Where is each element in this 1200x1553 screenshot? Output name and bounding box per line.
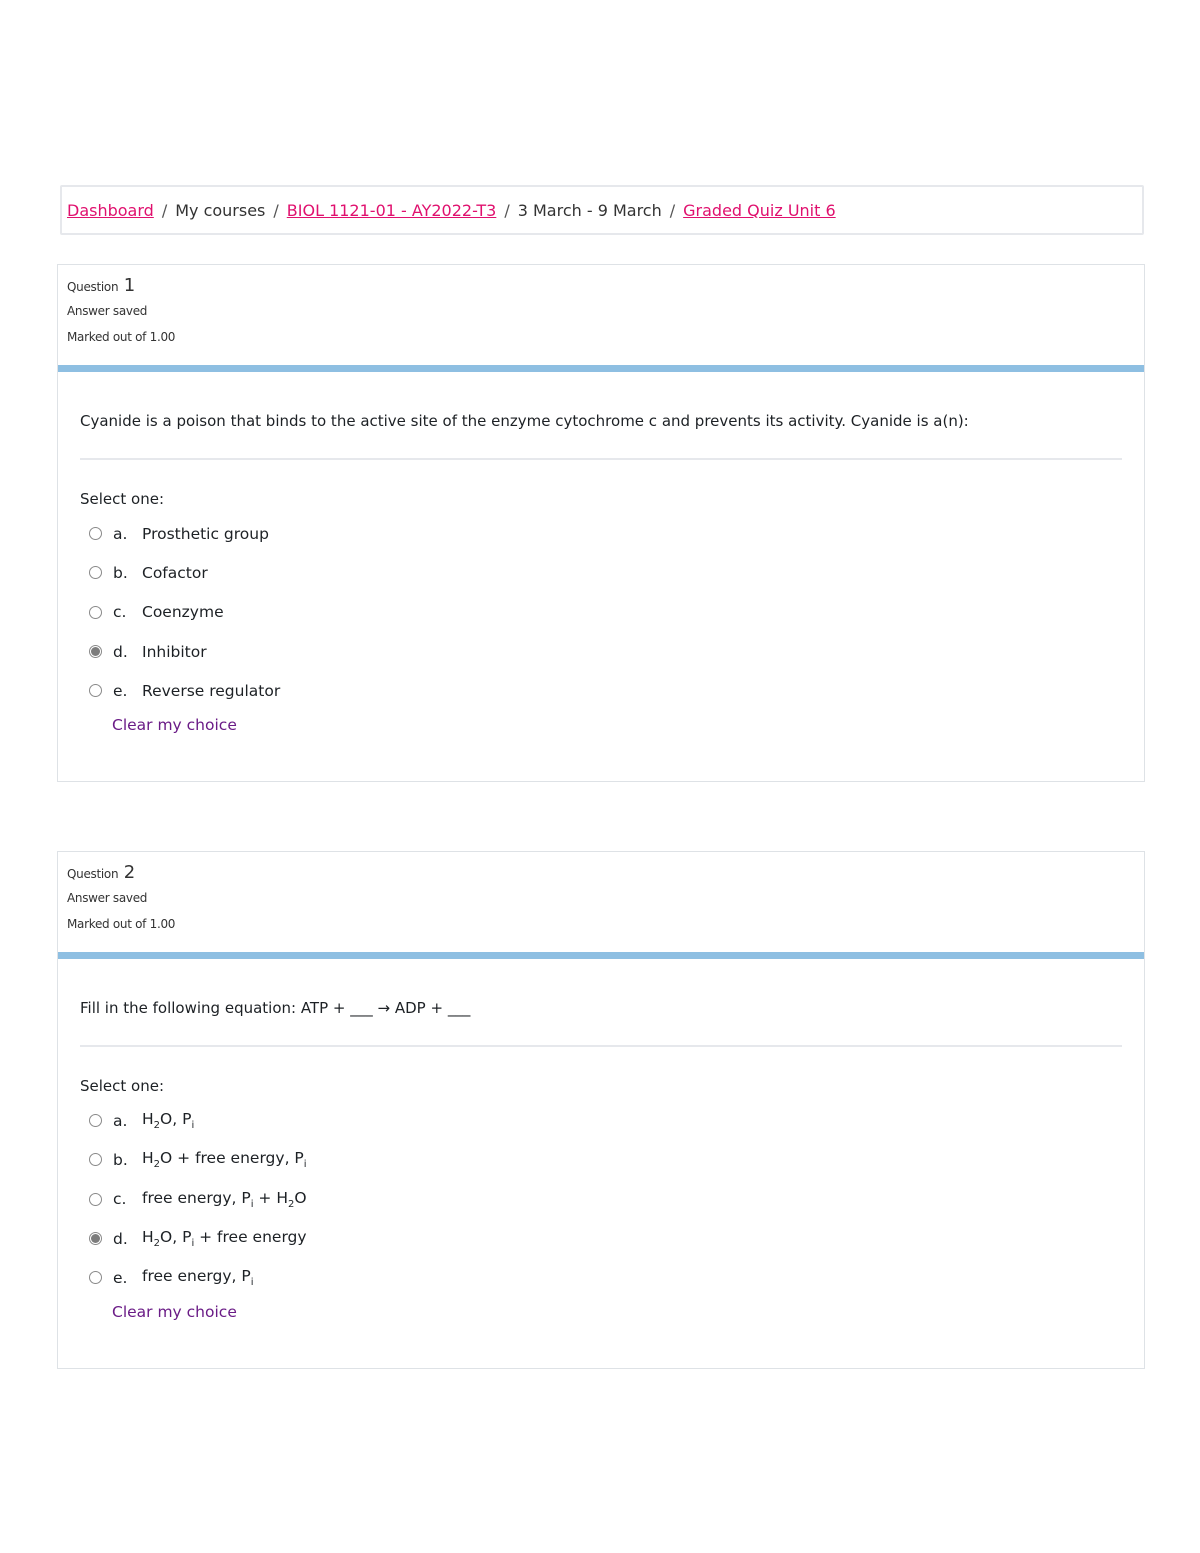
radio-button[interactable] xyxy=(89,1193,102,1206)
question-divider xyxy=(80,458,1122,460)
option-letter: e. xyxy=(113,1268,128,1287)
breadcrumb-dashboard-link[interactable]: Dashboard xyxy=(67,200,154,220)
answer-option-a[interactable] xyxy=(80,514,1122,553)
question-state: Answer saved xyxy=(67,891,148,905)
radio-button[interactable] xyxy=(89,684,102,697)
radio-button[interactable] xyxy=(89,566,102,579)
clear-my-choice-link[interactable]: Clear my choice xyxy=(112,1303,237,1322)
option-text: Coenzyme xyxy=(142,603,224,622)
option-letter: b. xyxy=(113,563,128,582)
option-text: $H_2O$, $P_i$ + free energy xyxy=(142,1227,307,1250)
option-text: Cofactor xyxy=(142,563,208,582)
option-letter: e. xyxy=(113,681,128,700)
question-info xyxy=(58,265,1144,365)
question-1 xyxy=(57,264,1145,782)
question-number: Question 1 xyxy=(67,275,135,296)
breadcrumb-separator: / xyxy=(273,200,279,220)
question-grade: Marked out of 1.00 xyxy=(67,917,176,931)
question-content xyxy=(58,372,1144,734)
radio-button[interactable] xyxy=(89,606,102,619)
breadcrumb-separator: / xyxy=(161,200,168,220)
option-text: free energy, $P_i + H_2O$ xyxy=(142,1188,307,1210)
answer-option-b[interactable] xyxy=(80,1140,1122,1179)
question-text: Fill in the following equation: ATP + ___ → ADP + ___ xyxy=(80,999,471,1017)
question-text: Cyanide is a poison that binds to the active site of the enzyme cytochrome c and prevents its activity. Cyanide is a(n): xyxy=(80,412,969,430)
radio-button[interactable] xyxy=(89,1271,102,1284)
breadcrumb-separator: / xyxy=(669,200,676,220)
option-letter: c. xyxy=(113,1190,127,1209)
answer-option-e[interactable] xyxy=(80,671,1122,710)
radio-button-selected[interactable] xyxy=(89,1232,102,1245)
question-info xyxy=(58,852,1144,952)
question-2 xyxy=(57,851,1145,1369)
answer-option-a[interactable] xyxy=(80,1101,1122,1140)
option-text: Reverse regulator xyxy=(142,681,281,700)
question-state: Answer saved xyxy=(67,304,148,318)
option-text: free energy, $P_i$ xyxy=(142,1267,254,1289)
option-text: Inhibitor xyxy=(142,642,207,661)
answer-option-b[interactable] xyxy=(80,553,1122,592)
breadcrumb-quiz-link[interactable]: Graded Quiz Unit 6 xyxy=(683,200,836,220)
radio-button[interactable] xyxy=(89,1114,102,1127)
radio-button[interactable] xyxy=(89,1153,102,1166)
option-letter: d. xyxy=(113,1229,128,1248)
option-text: $H_2O$, $P_i$ xyxy=(142,1110,195,1132)
breadcrumb-separator: / xyxy=(504,200,510,220)
option-letter: d. xyxy=(113,642,128,661)
clear-my-choice-link[interactable]: Clear my choice xyxy=(112,716,237,735)
question-divider xyxy=(80,1045,1122,1047)
question-grade: Marked out of 1.00 xyxy=(67,330,176,344)
radio-button-selected[interactable] xyxy=(89,645,102,658)
answer-option-d[interactable] xyxy=(80,1219,1122,1258)
answer-option-e[interactable] xyxy=(80,1258,1122,1297)
option-letter: c. xyxy=(113,603,127,622)
question-number: Question 2 xyxy=(67,862,135,883)
answer-option-d[interactable] xyxy=(80,632,1122,671)
select-one-prompt: Select one: xyxy=(80,1077,165,1095)
option-text: Prosthetic group xyxy=(142,524,269,543)
breadcrumb-course-link[interactable]: BIOL 1121-01 - AY2022-T3 xyxy=(286,200,497,220)
answer-option-c[interactable] xyxy=(80,1180,1122,1219)
breadcrumb xyxy=(60,185,1144,235)
question-accent-bar xyxy=(58,365,1144,372)
breadcrumb-my-courses: My courses xyxy=(175,200,266,220)
option-letter: b. xyxy=(113,1150,128,1169)
answer-list xyxy=(80,514,1122,710)
option-letter: a. xyxy=(113,524,128,543)
breadcrumb-week: 3 March - 9 March xyxy=(517,200,662,220)
question-content xyxy=(58,959,1144,1321)
radio-button[interactable] xyxy=(89,527,102,540)
answer-option-c[interactable] xyxy=(80,593,1122,632)
option-text: $H_2O$ + free energy, $P_i$ xyxy=(142,1149,307,1171)
option-letter: a. xyxy=(113,1111,128,1130)
select-one-prompt: Select one: xyxy=(80,490,165,508)
answer-list xyxy=(80,1101,1122,1297)
question-accent-bar xyxy=(58,952,1144,959)
